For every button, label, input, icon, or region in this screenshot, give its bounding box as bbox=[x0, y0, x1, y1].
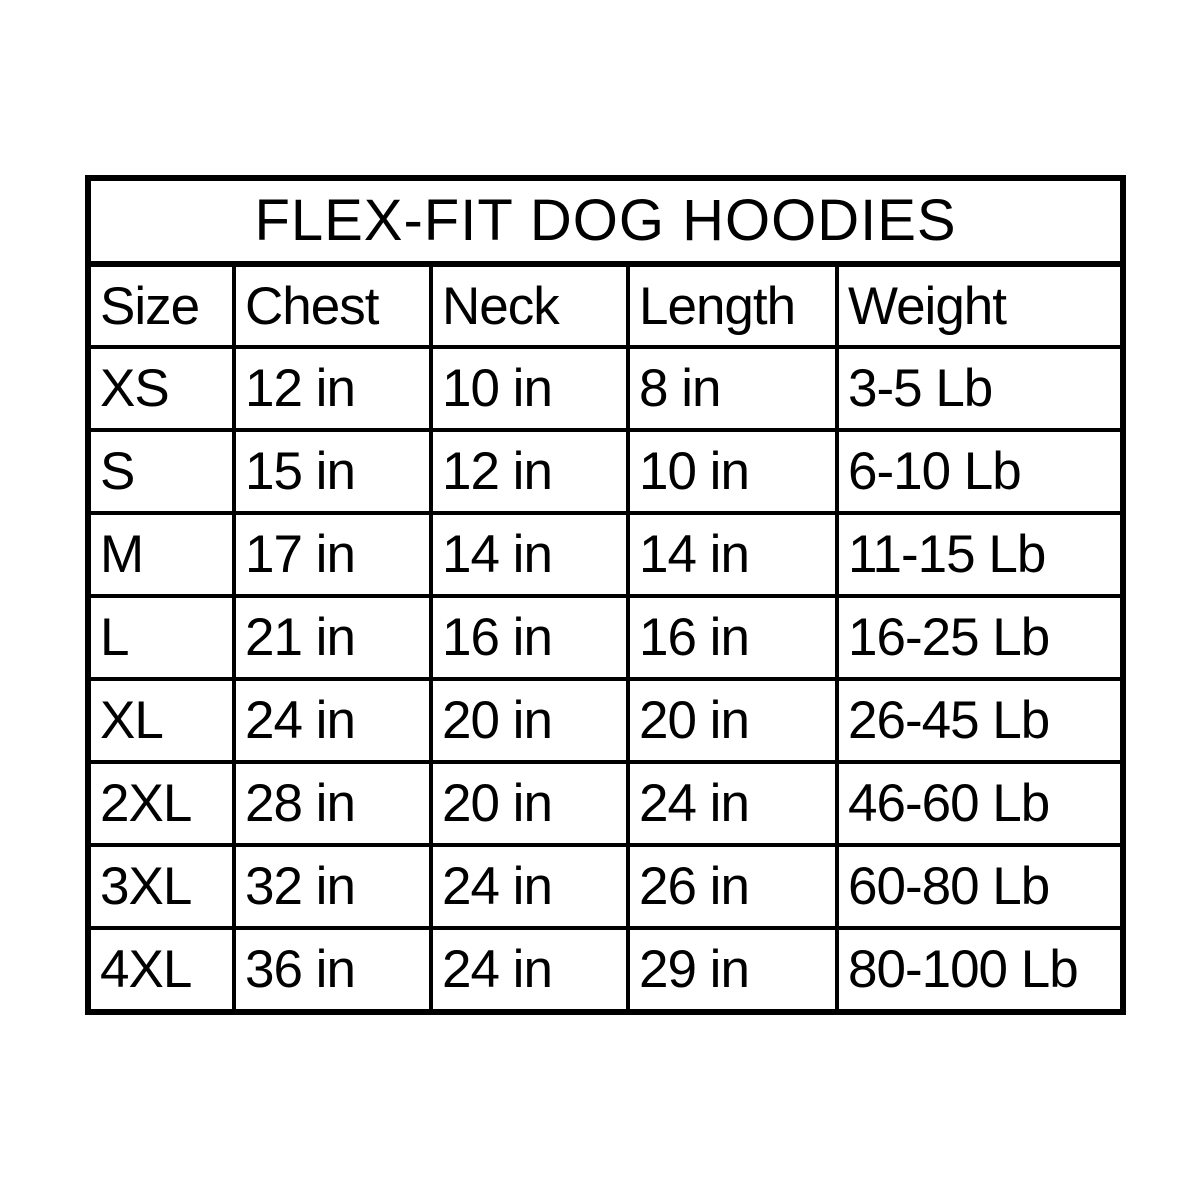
cell-neck: 12 in bbox=[431, 430, 628, 513]
table-row-xl bbox=[88, 679, 1123, 762]
cell-chest: 32 in bbox=[234, 845, 431, 928]
cell-size: M bbox=[88, 513, 234, 596]
table-row-2xl bbox=[88, 762, 1123, 845]
cell-weight: 3-5 Lb bbox=[837, 347, 1123, 430]
cell-weight: 6-10 Lb bbox=[837, 430, 1123, 513]
cell-size: 4XL bbox=[88, 928, 234, 1012]
cell-size: 3XL bbox=[88, 845, 234, 928]
cell-size: XL bbox=[88, 679, 234, 762]
cell-length: 20 in bbox=[628, 679, 837, 762]
cell-size: XS bbox=[88, 347, 234, 430]
cell-chest: 21 in bbox=[234, 596, 431, 679]
table-row-l bbox=[88, 596, 1123, 679]
cell-weight: 46-60 Lb bbox=[837, 762, 1123, 845]
cell-length: 10 in bbox=[628, 430, 837, 513]
cell-chest: 12 in bbox=[234, 347, 431, 430]
cell-chest: 24 in bbox=[234, 679, 431, 762]
table-row-s bbox=[88, 430, 1123, 513]
table-header-row bbox=[88, 264, 1123, 347]
column-header-chest: Chest bbox=[234, 264, 431, 347]
cell-weight: 11-15 Lb bbox=[837, 513, 1123, 596]
cell-size: S bbox=[88, 430, 234, 513]
table-row-3xl bbox=[88, 845, 1123, 928]
cell-size: L bbox=[88, 596, 234, 679]
cell-weight: 16-25 Lb bbox=[837, 596, 1123, 679]
column-header-length: Length bbox=[628, 264, 837, 347]
cell-length: 16 in bbox=[628, 596, 837, 679]
cell-neck: 20 in bbox=[431, 762, 628, 845]
cell-neck: 14 in bbox=[431, 513, 628, 596]
cell-length: 29 in bbox=[628, 928, 837, 1012]
cell-length: 8 in bbox=[628, 347, 837, 430]
table-title-row bbox=[88, 178, 1123, 264]
cell-chest: 15 in bbox=[234, 430, 431, 513]
cell-neck: 24 in bbox=[431, 845, 628, 928]
cell-chest: 17 in bbox=[234, 513, 431, 596]
cell-neck: 10 in bbox=[431, 347, 628, 430]
chart-title: FLEX-FIT DOG HOODIES bbox=[88, 178, 1123, 264]
cell-weight: 60-80 Lb bbox=[837, 845, 1123, 928]
cell-chest: 36 in bbox=[234, 928, 431, 1012]
column-header-weight: Weight bbox=[837, 264, 1123, 347]
cell-length: 26 in bbox=[628, 845, 837, 928]
cell-size: 2XL bbox=[88, 762, 234, 845]
cell-chest: 28 in bbox=[234, 762, 431, 845]
cell-neck: 24 in bbox=[431, 928, 628, 1012]
column-header-neck: Neck bbox=[431, 264, 628, 347]
column-header-size: Size bbox=[88, 264, 234, 347]
cell-length: 24 in bbox=[628, 762, 837, 845]
table-row-m bbox=[88, 513, 1123, 596]
cell-weight: 80-100 Lb bbox=[837, 928, 1123, 1012]
table-row-4xl bbox=[88, 928, 1123, 1012]
cell-neck: 16 in bbox=[431, 596, 628, 679]
table-row-xs bbox=[88, 347, 1123, 430]
cell-weight: 26-45 Lb bbox=[837, 679, 1123, 762]
size-chart-table bbox=[85, 175, 1126, 1015]
cell-neck: 20 in bbox=[431, 679, 628, 762]
cell-length: 14 in bbox=[628, 513, 837, 596]
